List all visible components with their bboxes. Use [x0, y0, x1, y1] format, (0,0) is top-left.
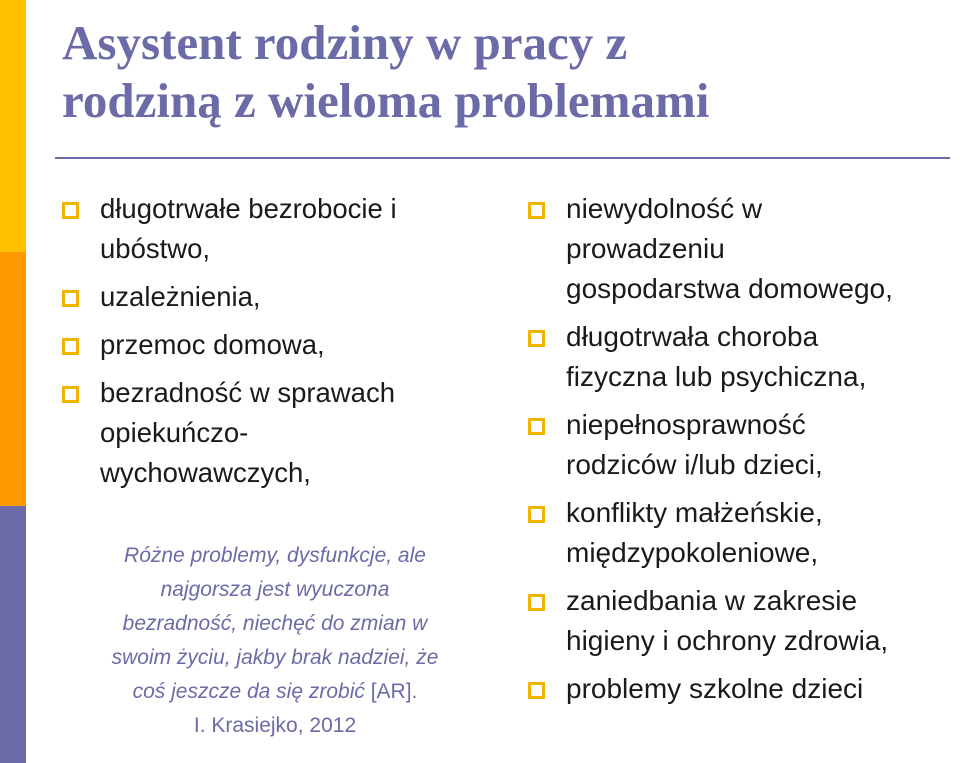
list-item [528, 493, 960, 573]
quote-line: swoim życiu, jakby brak nadziei, że [111, 646, 439, 669]
list-item-text: fizyczna lub psychiczna, [566, 361, 867, 392]
list-item-text: długotrwałe bezrobocie i [100, 193, 397, 224]
list-item [528, 669, 960, 709]
quote-line: bezradność, niechęć do zmian w [122, 612, 428, 635]
sidebar-purple-segment [0, 506, 26, 763]
list-item-text: konflikty małżeńskie, [566, 497, 823, 528]
square-bullet-icon [62, 202, 79, 219]
list-item-text: niepełnosprawność [566, 409, 806, 440]
quote-italic-text: coś jeszcze da się zrobić [132, 680, 365, 703]
square-bullet-icon [528, 506, 545, 523]
quote-line [40, 675, 510, 709]
list-item [62, 373, 502, 493]
square-bullet-icon [528, 418, 545, 435]
square-bullet-icon [528, 202, 545, 219]
quote-line: najgorsza jest wyuczona [160, 578, 390, 601]
list-item-text: higieny i ochrony zdrowia, [566, 625, 889, 656]
list-item [62, 189, 502, 269]
title-line: Asystent rodziny w pracy z [62, 15, 628, 70]
square-bullet-icon [528, 594, 545, 611]
quote-line: Różne problemy, dysfunkcje, ale [124, 544, 426, 567]
quote-block [40, 539, 510, 743]
list-item [528, 189, 960, 309]
square-bullet-icon [62, 290, 79, 307]
sidebar-yellow-segment [0, 0, 26, 252]
right-bullet-list [528, 189, 960, 717]
list-item [528, 581, 960, 661]
list-item-text: ubóstwo, [100, 233, 211, 264]
list-item-text: niewydolność w [566, 193, 763, 224]
list-item-text: długotrwała choroba [566, 321, 819, 352]
sidebar-decoration [0, 0, 26, 763]
slide-title [62, 14, 942, 130]
sidebar-orange-segment [0, 252, 26, 506]
square-bullet-icon [528, 330, 545, 347]
title-divider [55, 157, 950, 159]
list-item [528, 317, 960, 397]
square-bullet-icon [528, 682, 545, 699]
quote-reference: [AR]. [364, 680, 418, 703]
list-item-text: uzależnienia, [100, 281, 261, 312]
list-item-text: opiekuńczo- [100, 417, 249, 448]
quote-author: I. Krasiejko, 2012 [193, 714, 357, 737]
list-item [62, 277, 502, 317]
list-item-text: problemy szkolne dzieci [566, 673, 864, 704]
list-item-text: przemoc domowa, [100, 329, 325, 360]
square-bullet-icon [62, 386, 79, 403]
list-item [62, 325, 502, 365]
list-item-text: prowadzeniu [566, 233, 725, 264]
square-bullet-icon [62, 338, 79, 355]
list-item-text: gospodarstwa domowego, [566, 273, 893, 304]
left-bullet-list [62, 189, 502, 501]
list-item-text: bezradność w sprawach [100, 377, 396, 408]
list-item-text: międzypokoleniowe, [566, 537, 819, 568]
list-item-text: zaniedbania w zakresie [566, 585, 858, 616]
list-item-text: wychowawczych, [100, 457, 311, 488]
list-item [528, 405, 960, 485]
title-line: rodziną z wieloma problemami [62, 73, 710, 128]
list-item-text: rodziców i/lub dzieci, [566, 449, 823, 480]
